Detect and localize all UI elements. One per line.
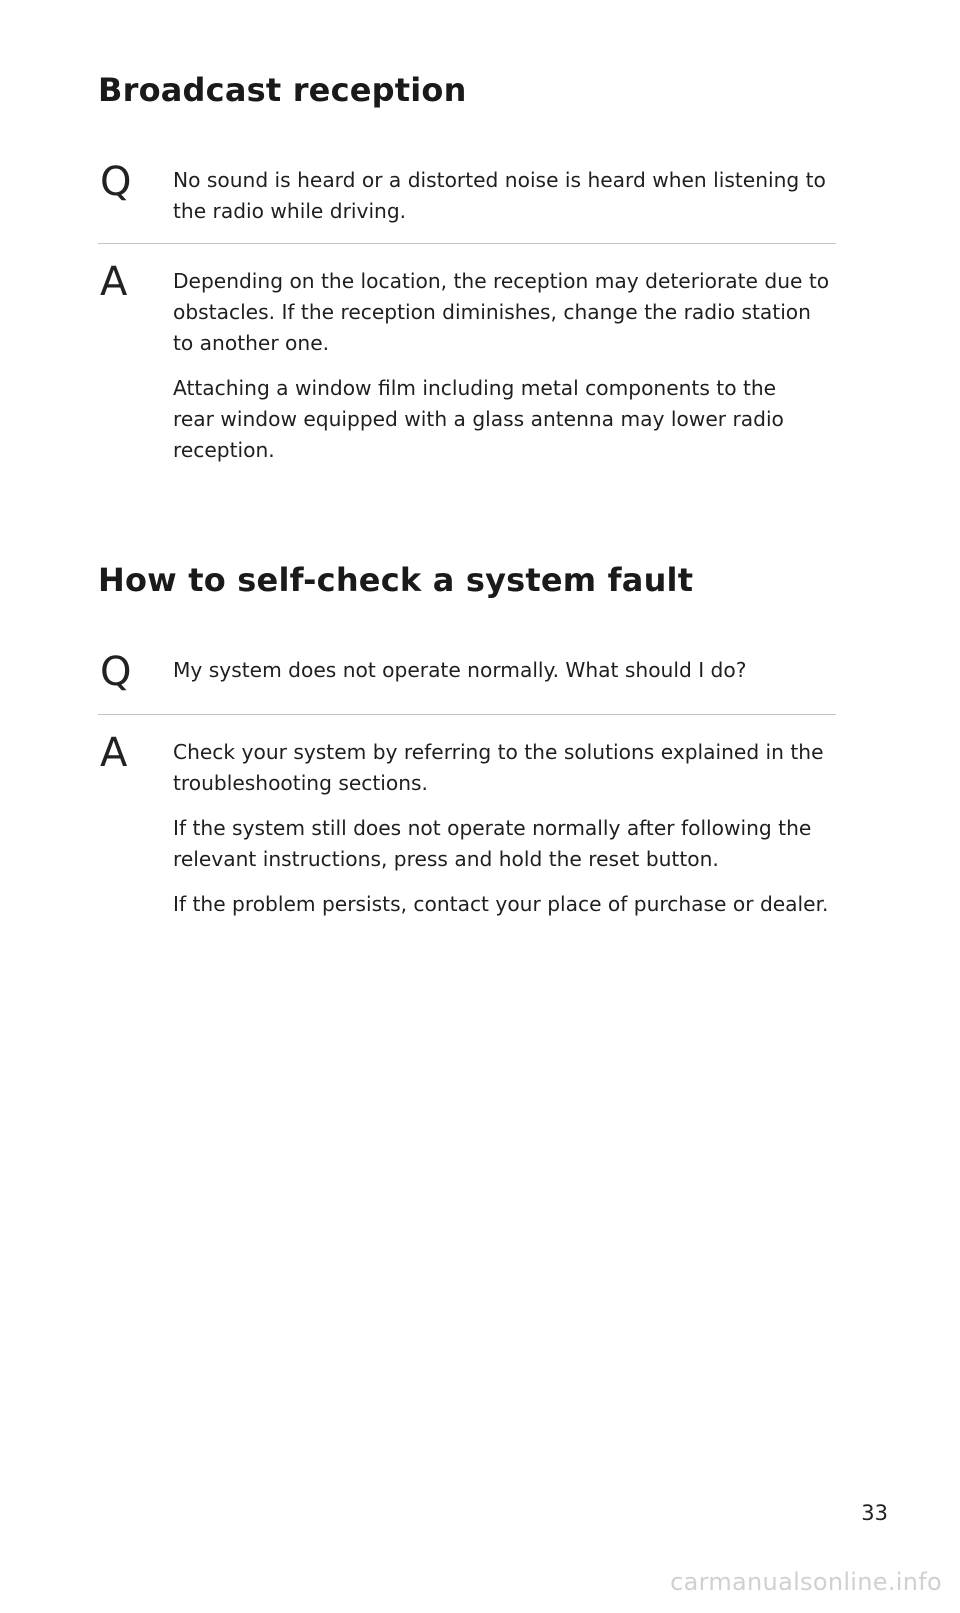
question-text-block	[173, 165, 836, 227]
question-marker: Q	[100, 649, 132, 695]
question-text-block	[173, 655, 836, 686]
section-title: Broadcast reception	[98, 71, 467, 109]
question-marker: Q	[100, 159, 132, 205]
answer-paragraph: Attaching a window film including metal components to the rear window equipped with a glass antenna may lower radio reception.	[173, 376, 784, 462]
question-row	[98, 649, 836, 695]
answer-marker: A	[100, 730, 128, 776]
qa-divider	[98, 714, 836, 715]
section-broadcast-reception	[98, 70, 836, 466]
answer-paragraph: Check your system by referring to the solutions explained in the troubleshooting sections.	[173, 740, 824, 795]
answer-row	[98, 730, 836, 920]
answer-marker: A	[100, 259, 128, 305]
section-title: How to self-check a system fault	[98, 561, 694, 599]
answer-text-block	[173, 266, 836, 466]
answer-paragraph: Depending on the location, the reception may deteriorate due to obstacles. If the reception diminishes, change the radio station to another one.	[173, 269, 830, 355]
question-text: My system does not operate normally. What should I do?	[173, 658, 747, 682]
answer-row	[98, 259, 836, 466]
section-self-check	[98, 560, 836, 920]
qa-divider	[98, 243, 836, 244]
answer-paragraph: If the system still does not operate normally after following the relevant instructions, press and hold the reset button.	[173, 816, 812, 871]
answer-paragraph: If the problem persists, contact your place of purchase or dealer.	[173, 892, 829, 916]
answer-text-block	[173, 737, 836, 920]
watermark-text: carmanualsonline.info	[670, 1568, 942, 1596]
page-number: 33	[861, 1501, 888, 1525]
question-text: No sound is heard or a distorted noise is heard when listening to the radio while driving.	[173, 168, 826, 223]
question-row	[98, 159, 836, 227]
